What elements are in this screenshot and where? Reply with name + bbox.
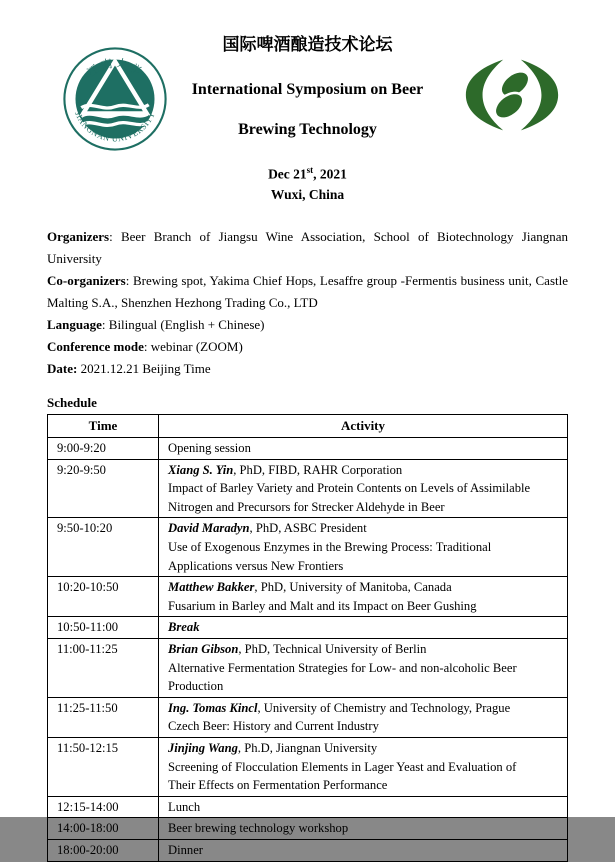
time-cell: 9:00-9:20 [48,438,159,460]
time-cell: 18:00-20:00 [48,839,159,861]
jiangnan-university-logo-icon [62,46,168,152]
schedule-table [47,414,568,862]
activity-cell [159,577,568,617]
time-cell: 11:50-12:15 [48,738,159,797]
activity-line: Nitrogen and Precursors for Strecker Aldehyde in Beer [168,499,445,514]
table-row [48,839,568,861]
activity-line: David Maradyn, PhD, ASBC President [168,521,367,536]
info-organizers: Organizers: Beer Branch of Jiangsu Wine Association, School of Biotechnology Jiangnan University [47,228,568,266]
activity-line: Break [168,620,200,635]
activity-line: Dinner [168,842,203,857]
time-cell: 12:15-14:00 [48,796,159,818]
time-cell: 9:50-10:20 [48,518,159,577]
conference-info [47,226,568,380]
activity-cell [159,796,568,818]
table-row [48,459,568,518]
activity-cell [159,617,568,639]
activity-line: Screening of Flocculation Elements in Lager Yeast and Evaluation of [168,759,517,774]
title-english-line1: International Symposium on Beer [191,81,424,98]
time-cell: 11:25-11:50 [48,697,159,737]
title-english-line2: Brewing Technology [238,121,377,138]
info-language: Language: Bilingual (English + Chinese) [47,316,265,332]
activity-line: Their Effects on Fermentation Performance [168,778,388,793]
title-chinese: 国际啤酒酿造技术论坛 [222,35,393,54]
activity-cell [159,839,568,861]
time-cell: 14:00-18:00 [48,818,159,840]
association-s-logo-icon [458,56,566,134]
info-co-organizers: Co-organizers: Brewing spot, Yakima Chief Hops, Lesaffre group -Fermentis business unit, Castle Malting S.A., Shenzhen Hezhong Trading Co., LTD [47,272,568,310]
column-header-time: Time [48,414,159,438]
table-row [48,818,568,840]
time-cell: 10:50-11:00 [48,617,159,639]
activity-line: Use of Exogenous Enzymes in the Brewing Process: Traditional [168,540,492,555]
activity-line: Ing. Tomas Kincl, University of Chemistry and Technology, Prague [168,700,511,715]
event-date: Dec 21st, 2021 [268,165,347,182]
column-header-activity: Activity [159,414,568,438]
activity-line: Alternative Fermentation Strategies for Low- and non-alcoholic Beer [168,660,517,675]
svg-text:江南大学: 江南大学 [84,55,146,80]
activity-cell [159,639,568,698]
table-row [48,617,568,639]
activity-line: Brian Gibson, PhD, Technical University of Berlin [168,642,427,657]
schedule-heading: Schedule [47,394,97,410]
table-row [48,518,568,577]
activity-line: Impact of Barley Variety and Protein Contents on Levels of Assimilable [168,481,531,496]
table-row [48,697,568,737]
activity-line: Lunch [168,799,201,814]
activity-line: Beer brewing technology workshop [168,821,349,836]
table-row [48,577,568,617]
activity-line: Production [168,679,224,694]
activity-line: Fusarium in Barley and Malt and its Impact on Beer Gushing [168,598,477,613]
info-date: Date: 2021.12.21 Beijing Time [47,360,211,376]
table-row [48,639,568,698]
activity-line: Applications versus New Frontiers [168,558,344,573]
time-cell: 10:20-10:50 [48,577,159,617]
activity-cell [159,818,568,840]
table-row [48,438,568,460]
jiangnan-seal-svg [62,46,168,152]
event-location: Wuxi, China [270,186,345,202]
activity-line: Czech Beer: History and Current Industry [168,719,379,734]
activity-line: Opening session [168,441,251,456]
table-row [48,796,568,818]
info-conference-mode: Conference mode: webinar (ZOOM) [47,338,243,354]
s-emblem-svg [458,56,566,134]
table-row [48,738,568,797]
activity-cell [159,697,568,737]
activity-line: Jinjing Wang, Ph.D, Jiangnan University [168,741,378,755]
svg-text:JIANGNAN UNIVERSITY: JIANGNAN UNIVERSITY [73,110,158,144]
activity-cell [159,738,568,797]
activity-line: Matthew Bakker, PhD, University of Manitoba, Canada [168,580,452,595]
activity-cell [159,518,568,577]
table-header-row [48,414,568,438]
activity-cell [159,459,568,518]
time-cell: 9:20-9:50 [48,459,159,518]
activity-cell [159,438,568,460]
activity-line: Xiang S. Yin, PhD, FIBD, RAHR Corporation [168,462,403,477]
time-cell: 11:00-11:25 [48,639,159,698]
